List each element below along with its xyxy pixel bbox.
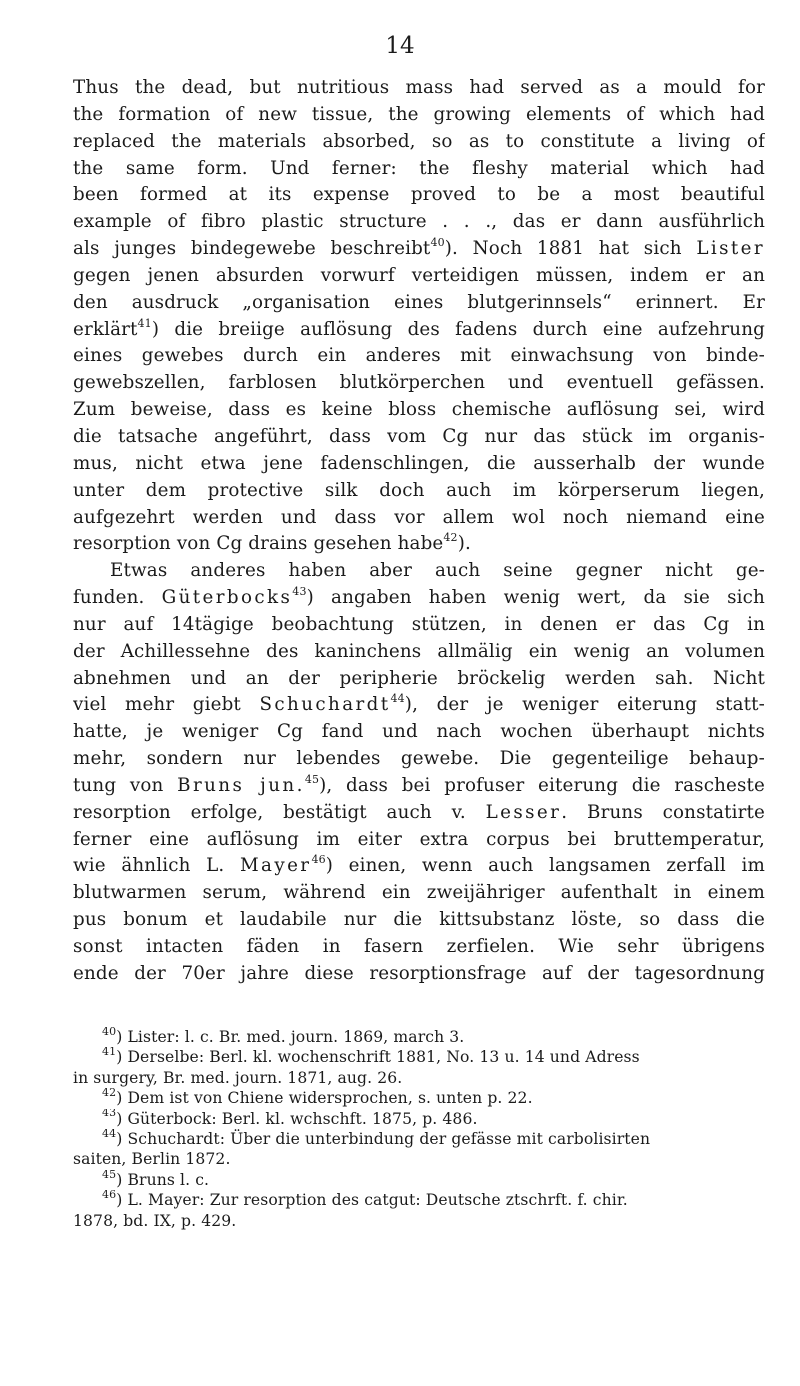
footnote-number: 40 <box>102 1027 117 1038</box>
line-text-cont: ). Noch 1881 hat sich <box>444 238 697 260</box>
footnote-text: Lister: l. c. Br. med. journ. 1869, march 3. <box>127 1028 465 1046</box>
footnote-number: 41 <box>102 1047 117 1059</box>
spaced-name: Mayer <box>239 855 312 877</box>
line-text: eines gewebes durch ein anderes mit einwachsung von binde- <box>73 345 765 367</box>
line-text: mehr, sondern nur lebendes gewebe. Die gegenteilige behaup- <box>73 748 765 770</box>
spaced-name: Lesser <box>485 801 562 823</box>
line-text-cont: ) angaben haben wenig wert, da sie sich <box>306 587 765 609</box>
line-text: example of fibro plastic structure . . ., das er dann ausführlich <box>73 211 765 233</box>
line-text: been formed at its expense proved to be a most beautiful <box>73 184 765 206</box>
text-line <box>73 692 765 719</box>
line-text: als junges bindegewebe beschreibt <box>73 238 431 260</box>
line-text: hatte, je weniger Cg fand und nach wochen überhaupt nichts <box>73 721 765 743</box>
footnote-text: Schuchardt: Über die unterbindung der gefässe mit carbolisirten <box>127 1129 651 1148</box>
footnote-number: 45 <box>102 1169 117 1181</box>
text-line <box>73 773 765 800</box>
spaced-name: Lister <box>696 238 765 260</box>
line-text: mus, nicht etwa jene fadenschlingen, die ausserhalb der wunde <box>73 452 765 474</box>
line-text: the formation of new tissue, the growing elements of which had <box>73 103 765 125</box>
text-line <box>73 853 765 880</box>
text-line <box>73 558 765 585</box>
footnote-ref: 43 <box>292 585 307 598</box>
footnote-text: Dem ist von Chiene widersprochen, s. unten p. 22. <box>127 1089 533 1108</box>
line-text: erklärt <box>73 318 138 340</box>
footnote-number: 46 <box>102 1190 117 1201</box>
line-text: unter dem protective silk doch auch im körperserum liegen, <box>73 479 765 501</box>
footnote-ref: 41 <box>137 316 152 330</box>
line-text-cont: . Bruns constatirte <box>561 801 765 823</box>
footnote-text: 1878, bd. IX, p. 429. <box>73 1211 237 1230</box>
text-line <box>73 907 765 934</box>
text-line <box>73 156 765 183</box>
line-text: der Achillessehne des kaninchens allmälig ein wenig an volumen <box>73 640 765 662</box>
text-line <box>73 370 765 397</box>
line-text: gewebszellen, farblosen blutkörperchen und eventuell gefässen. <box>73 372 765 394</box>
line-text-cont: ), der je weniger eiterung statt- <box>404 694 765 716</box>
text-line <box>73 612 765 639</box>
text-line <box>73 451 765 478</box>
line-text-cont: ) die breiige auflösung des fadens durch eine aufzehrung <box>151 318 765 340</box>
text-line <box>73 75 765 102</box>
text-line <box>73 746 765 773</box>
footnote-number: 42 <box>102 1088 117 1099</box>
footnote-text: Bruns l. c. <box>127 1170 210 1189</box>
line-text: sonst intacten fäden in fasern zerfielen. Wie sehr übrigens <box>73 936 765 957</box>
page-number: 14 <box>385 33 415 59</box>
text-line <box>73 639 765 666</box>
main-text <box>73 75 765 988</box>
line-text: wie ähnlich L. <box>73 855 240 877</box>
text-line <box>73 531 765 558</box>
line-text: pus bonum et laudabile nur die kittsubstanz löste, so dass die <box>73 909 765 931</box>
footnote-text: Derselbe: Berl. kl. wochenschrift 1881, No. 13 u. 14 und Adress <box>127 1048 640 1067</box>
text-line <box>73 263 765 290</box>
line-text: ende der 70er jahre diese resorptionsfrage auf der tagesordnung <box>73 962 765 984</box>
footnote-ref: 44 <box>390 692 405 706</box>
text-line <box>73 424 765 451</box>
line-text: replaced the materials absorbed, so as to constitute a living of <box>73 130 765 152</box>
line-text: resorption von Cg drains gesehen habe <box>73 533 444 555</box>
footnote-line: $^{46}$) L. Mayer: Zur resorption des catgut: Deutsche ztschrft. f. chir. <box>73 1190 765 1210</box>
line-text: viel mehr giebt <box>73 694 260 716</box>
line-text: nur auf 14tägige beobachtung stützen, in denen er das Cg in <box>73 613 765 635</box>
text-line <box>73 236 765 263</box>
text-line <box>73 209 765 236</box>
text-line <box>73 102 765 129</box>
footnote-number: 43 <box>102 1108 117 1120</box>
line-text: funden. <box>73 587 162 609</box>
line-text: resorption erfolge, bestätigt auch v. <box>73 801 486 823</box>
footnotes <box>73 1027 765 1231</box>
footnote-line: $^{42}$) Dem ist von Chiene widersprochen, s. unten p. 22. <box>73 1088 765 1108</box>
text-line <box>73 397 765 424</box>
text-line <box>73 129 765 156</box>
footnote-line: $^{43}$) Güterbock: Berl. kl. wchschft. 1875, p. 486. <box>73 1109 765 1129</box>
text-line <box>73 880 765 907</box>
text-line <box>73 666 765 693</box>
spaced-name: Güterbocks <box>161 587 293 609</box>
footnote-line: $^{40}$) Lister: l. c. Br. med. journ. 1869, march 3. <box>73 1027 765 1047</box>
text-line <box>73 961 765 988</box>
spaced-name: Schuchardt <box>259 694 391 716</box>
line-text: gegen jenen absurden vorwurf verteidigen müssen, indem er an <box>73 264 765 286</box>
text-line <box>73 478 765 505</box>
line-text-cont: ), dass bei profuser eiterung die rascheste <box>319 774 765 796</box>
footnote-ref: 40 <box>430 236 445 249</box>
text-line <box>73 290 765 317</box>
footnote-text: L. Mayer: Zur resorption des catgut: Deutsche ztschrft. f. chir. <box>127 1191 628 1210</box>
line-text-cont: ). <box>457 533 471 555</box>
footnote-line <box>73 1149 765 1169</box>
text-line <box>73 343 765 370</box>
line-text: the same form. Und ferner: the fleshy material which had <box>73 157 765 179</box>
text-line <box>73 800 765 827</box>
footnote-text: Güterbock: Berl. kl. wchschft. 1875, p. 486. <box>127 1109 478 1128</box>
text-line <box>73 317 765 344</box>
text-line <box>73 505 765 532</box>
line-text: blutwarmen serum, während ein zweijähriger aufenthalt in einem <box>73 882 765 904</box>
footnote-number: 44 <box>102 1128 117 1140</box>
footnote-line <box>73 1068 765 1088</box>
footnote-line: $^{41}$) Derselbe: Berl. kl. wochenschrift 1881, No. 13 u. 14 und Adress <box>73 1047 765 1067</box>
text-line <box>73 719 765 746</box>
line-text: die tatsache angeführt, dass vom Cg nur das stück im organis- <box>73 425 765 447</box>
line-text: ferner eine auflösung im eiter extra corpus bei bruttemperatur, <box>73 828 765 850</box>
footnote-line <box>73 1211 765 1231</box>
text-line <box>73 182 765 209</box>
footnote-ref: 42 <box>443 531 458 545</box>
text-line <box>73 827 765 854</box>
line-text: Etwas anderes haben aber auch seine gegner nicht ge- <box>110 560 765 582</box>
text-line <box>73 585 765 612</box>
footnote-ref: 46 <box>311 853 326 867</box>
line-text: Zum beweise, dass es keine bloss chemische auflösung sei, wird <box>73 399 765 421</box>
line-text: aufgezehrt werden und dass vor allem wol noch niemand eine <box>73 506 765 528</box>
line-text: den ausdruck „organisation eines blutgerinnsels“ erinnert. Er <box>73 291 765 313</box>
line-text-cont: ) einen, wenn auch langsamen zerfall im <box>325 855 765 877</box>
footnote-text: saiten, Berlin 1872. <box>73 1150 231 1169</box>
line-text: Thus the dead, but nutritious mass had served as a mould for <box>73 77 765 98</box>
footnote-line: $^{44}$) Schuchardt: Über die unterbindung der gefässe mit carbolisirten <box>73 1129 765 1149</box>
text-line <box>73 934 765 961</box>
footnote-text: in surgery, Br. med. journ. 1871, aug. 26. <box>73 1068 403 1087</box>
line-text: tung von <box>73 774 178 796</box>
footnote-line: $^{45}$) Bruns l. c. <box>73 1170 765 1190</box>
line-text: abnehmen und an der peripherie bröckelig werden sah. Nicht <box>73 667 765 689</box>
footnote-ref: 45 <box>304 772 320 786</box>
spaced-name: Bruns jun. <box>177 774 305 796</box>
